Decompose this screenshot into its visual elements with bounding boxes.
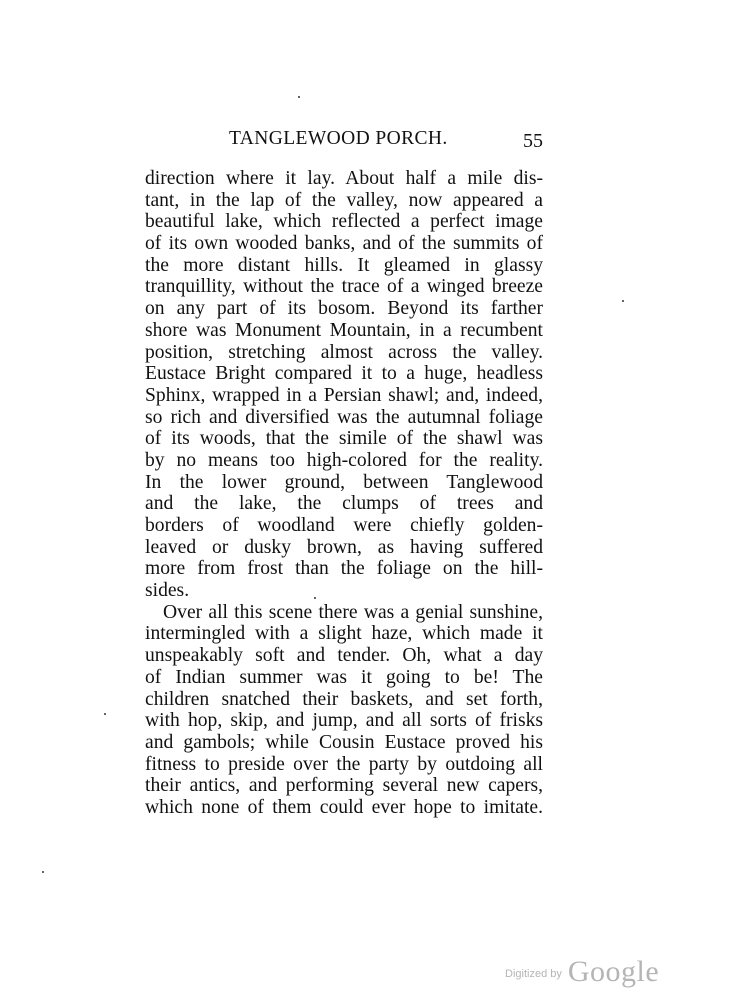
text-line: of its woods, that the simile of the shawl was [145, 428, 543, 450]
text-line: more from frost than the foliage on the hill- [145, 558, 543, 580]
text-line: In the lower ground, between Tanglewood [145, 471, 543, 493]
text-line: tranquillity, without the trace of a winged breeze [145, 276, 543, 298]
text-line: direction where it lay. About half a mile dis- [145, 168, 543, 189]
text-line: intermingled with a slight haze, which made it [145, 623, 543, 645]
text-line: leaved or dusky brown, as having suffered [145, 536, 543, 558]
paragraph-2 [145, 602, 543, 819]
text-line: Sphinx, wrapped in a Persian shawl; and, indeed, [145, 384, 543, 406]
text-line: of Indian summer was it going to be! The [145, 666, 543, 688]
digitized-by-google-watermark [505, 955, 659, 989]
text-line: Eustace Bright compared it to a huge, headless [145, 363, 543, 385]
text-line: unspeakably soft and tender. Oh, what a day [145, 645, 543, 667]
text-line: and gambols; while Cousin Eustace proved his [145, 731, 543, 753]
text-line: Over all this scene there was a genial sunshine, [163, 601, 543, 623]
text-line: shore was Monument Mountain, in a recumbent [145, 319, 543, 341]
text-line: tant, in the lap of the valley, now appeared a [145, 189, 543, 211]
text-line: their antics, and performing several new capers, [145, 775, 543, 797]
text-line: of its own wooded banks, and of the summits of [145, 233, 543, 255]
text-line: position, stretching almost across the valley. [145, 341, 543, 363]
text-line: and the lake, the clumps of trees and [145, 493, 543, 515]
text-line: so rich and diversified was the autumnal foliage [145, 406, 543, 428]
page-header [145, 128, 543, 158]
text-line: fitness to preside over the party by outdoing all [145, 753, 543, 775]
text-line: children snatched their baskets, and set forth, [145, 688, 543, 710]
watermark-prefix: Digitized by [505, 968, 562, 980]
running-title: TANGLEWOOD PORCH. [229, 128, 448, 149]
body-text [145, 168, 543, 819]
paragraph-1 [145, 168, 543, 602]
scan-speck [622, 300, 624, 302]
text-line: on any part of its bosom. Beyond its farther [145, 298, 543, 320]
page-number: 55 [523, 130, 543, 152]
text-line: sides. [145, 580, 190, 602]
text-line: which none of them could ever hope to imitate. [145, 796, 543, 818]
scan-speck [314, 597, 316, 599]
text-line: with hop, skip, and jump, and all sorts of frisks [145, 710, 543, 732]
google-logo: Google [567, 955, 660, 988]
text-line: beautiful lake, which reflected a perfect image [145, 211, 543, 233]
text-line: the more distant hills. It gleamed in glassy [145, 254, 543, 276]
text-line: by no means too high-colored for the reality. [145, 449, 543, 471]
scan-speck [298, 96, 300, 98]
scan-speck [42, 871, 44, 873]
scan-speck [104, 713, 106, 715]
text-line: borders of woodland were chiefly golden- [145, 515, 543, 536]
